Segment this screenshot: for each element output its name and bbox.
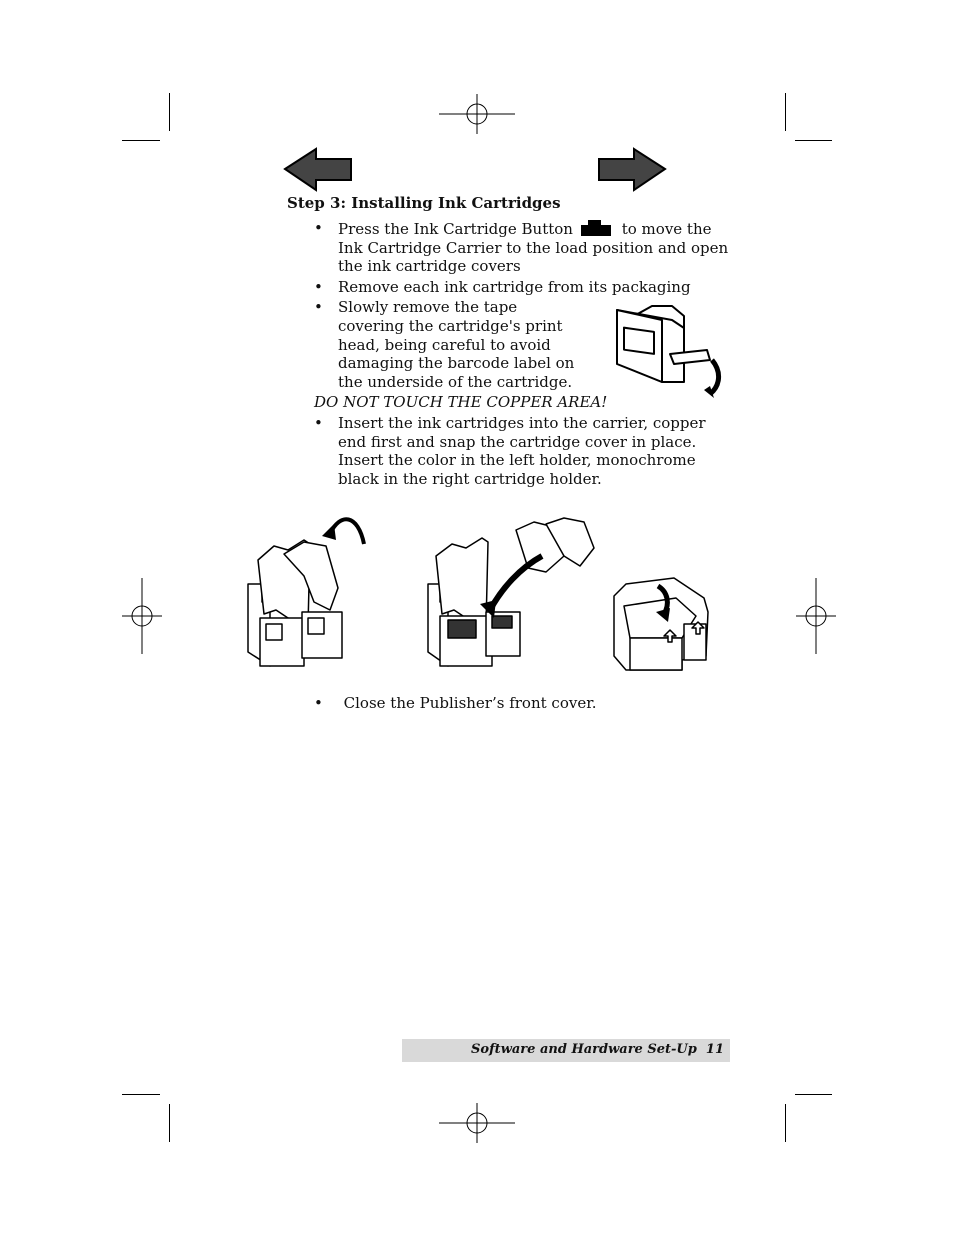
- bullet: •: [314, 694, 323, 712]
- footer-section: Software and Hardware Set-Up: [471, 1042, 697, 1057]
- page-number: 11: [705, 1042, 724, 1057]
- page-footer: [402, 1039, 730, 1062]
- crop-mark: [122, 1094, 160, 1095]
- bullet-text: Slowly remove the tape covering the cartridge's print head, being careful to avoid damaging the barcode label on the underside of the cartridge.: [338, 298, 575, 391]
- registration-mark-bottom: [439, 1103, 515, 1143]
- registration-mark-left: [122, 578, 162, 654]
- left-arrow-icon[interactable]: [282, 147, 354, 193]
- copper-warning: DO NOT TOUCH THE COPPER AREA!: [314, 393, 608, 412]
- list-item: [314, 694, 597, 712]
- bullet: •: [314, 219, 323, 237]
- carrier-open-illustration: [244, 506, 368, 670]
- bullet: •: [314, 298, 323, 317]
- registration-mark-top: [439, 94, 515, 134]
- right-arrow-icon[interactable]: [596, 147, 668, 193]
- bullet-text: Insert the ink cartridges into the carrier, copper end first and snap the cartridge cover in place. Insert the color in the left holder, monochrome black in the right cartridge holder.: [338, 413, 706, 488]
- bullet: •: [314, 277, 323, 296]
- bullet: •: [314, 413, 323, 432]
- cartridge-tape-illustration: [612, 302, 727, 402]
- footer-label: [471, 1042, 724, 1057]
- list-item: [314, 414, 734, 488]
- crop-mark: [795, 1094, 832, 1095]
- carrier-closed-illustration: [612, 576, 712, 672]
- crop-mark: [122, 140, 160, 141]
- registration-mark-right: [796, 578, 836, 654]
- crop-mark: [785, 93, 786, 131]
- bullet-text: to move the Ink Cartridge Carrier to the load position and open the ink cartridge covers: [338, 220, 729, 276]
- crop-mark: [169, 93, 170, 131]
- list-item: [314, 278, 734, 297]
- step-heading: Step 3: Installing Ink Cartridges: [287, 194, 561, 212]
- crop-mark: [785, 1104, 786, 1142]
- carrier-insert-illustration: [424, 516, 596, 670]
- list-item: [314, 219, 734, 276]
- crop-mark: [795, 140, 832, 141]
- bullet-text: Close the Publisher’s front cover.: [343, 694, 597, 712]
- bullet-text: Remove each ink cartridge from its packaging: [338, 277, 691, 296]
- crop-mark: [169, 1104, 170, 1142]
- ink-cartridge-button-icon: [580, 219, 612, 237]
- bullet-text: Press the Ink Cartridge Button: [338, 220, 573, 238]
- list-item: [314, 298, 578, 391]
